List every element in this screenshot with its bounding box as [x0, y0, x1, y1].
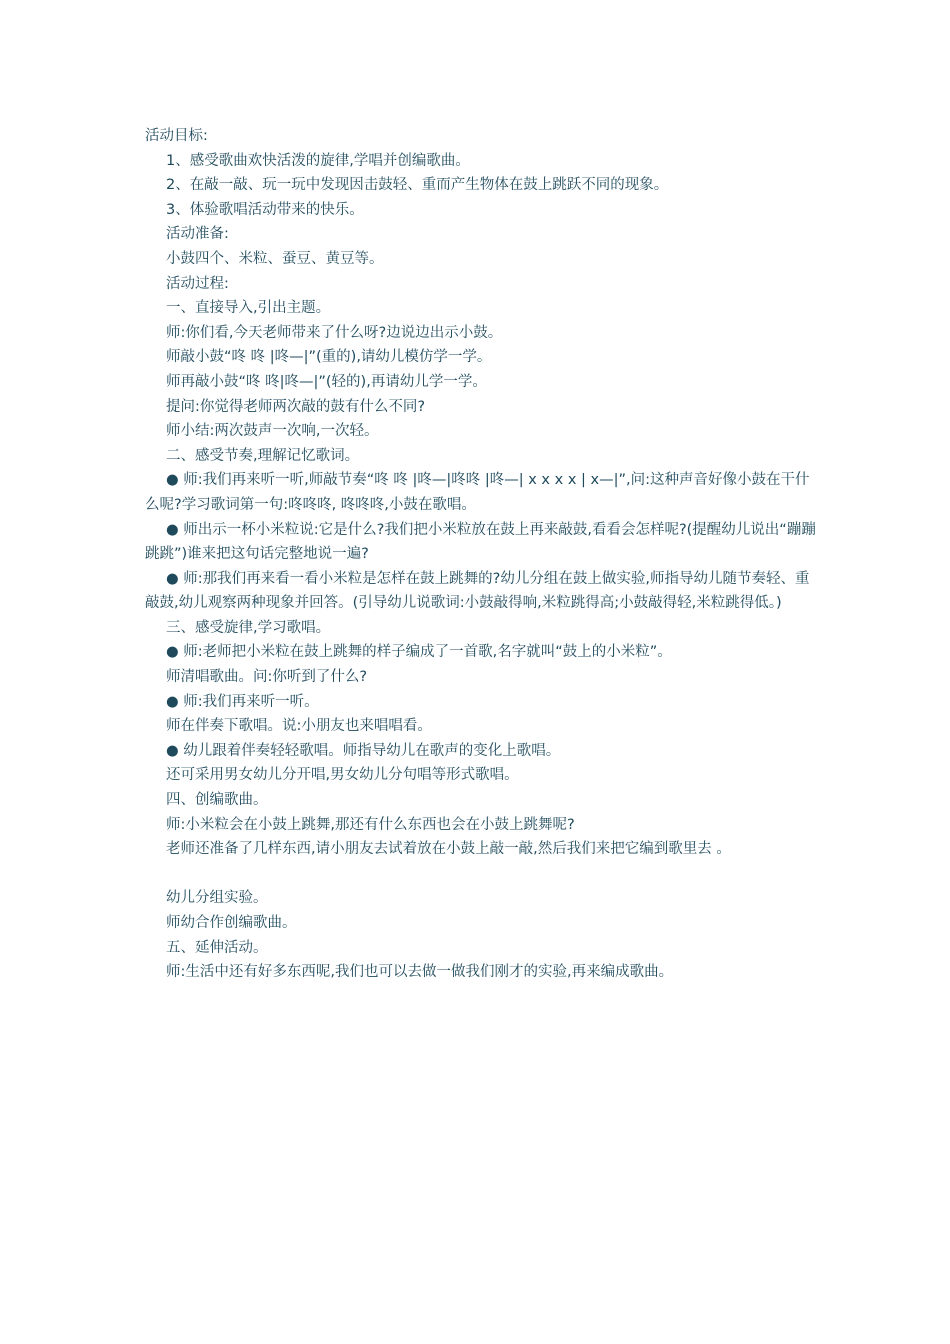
document-body — [145, 124, 820, 985]
document-paragraph: ● 师出示一杯小米粒说:它是什么?我们把小米粒放在鼓上再来敲鼓,看看会怎样呢?(提醒幼儿说出“蹦蹦跳跳”)谁来把这句话完整地说一遍? — [145, 521, 816, 563]
document-paragraph: 一、直接导入,引出主题。 — [166, 300, 331, 317]
document-paragraph: 提问:你觉得老师两次敲的鼓有什么不同? — [166, 398, 426, 415]
document-paragraph: 师:小米粒会在小鼓上跳舞,那还有什么东西也会在小鼓上跳舞呢? — [166, 816, 575, 833]
document-paragraph: 师再敲小鼓“咚 咚|咚—|”(轻的),再请幼儿学一学。 — [166, 373, 487, 390]
document-paragraph: 小鼓四个、米粒、蚕豆、黄豆等。 — [166, 250, 384, 267]
document-paragraph: 活动准备: — [166, 226, 229, 243]
document-paragraph: 活动过程: — [166, 275, 229, 292]
document-paragraph: ● 幼儿跟着伴奏轻轻歌唱。师指导幼儿在歌声的变化上歌唱。 — [166, 742, 561, 759]
document-paragraph: 师幼合作创编歌曲。 — [166, 915, 297, 931]
document-paragraph: 三、感受旋律,学习歌唱。 — [166, 619, 331, 636]
document-paragraph: 师:你们看,今天老师带来了什么呀?边说边出示小鼓。 — [166, 324, 503, 341]
document-paragraph: 幼儿分组实验。 — [166, 890, 268, 907]
document-paragraph — [145, 862, 820, 887]
document-paragraph: 还可采用男女幼儿分开唱,男女幼儿分句唱等形式歌唱。 — [166, 767, 519, 784]
document-paragraph: 1、感受歌曲欢快活泼的旋律,学唱并创编歌曲。 — [166, 152, 470, 169]
document-paragraph: ● 师:那我们再来看一看小米粒是怎样在鼓上跳舞的?幼儿分组在鼓上做实验,师指导幼儿随节奏轻、重敲鼓,幼儿观察两种现象并回答。(引导幼儿说歌词:小鼓敲得响,米粒跳得高;小鼓敲得轻,米粒跳得低。) — [145, 570, 810, 612]
document-paragraph: ● 师:老师把小米粒在鼓上跳舞的样子编成了一首歌,名字就叫“鼓上的小米粒”。 — [166, 644, 672, 661]
document-paragraph: ● 师:我们再来听一听,师敲节奏“咚 咚 |咚—|咚咚 |咚—| x x x x | x—|”,问:这种声音好像小鼓在干什么呢?学习歌词第一句:咚咚咚, 咚咚咚,小鼓在歌唱。 — [145, 472, 810, 513]
document-paragraph: 二、感受节奏,理解记忆歌词。 — [166, 447, 360, 464]
document-paragraph: 3、体验歌唱活动带来的快乐。 — [166, 201, 364, 218]
document-paragraph: 师小结:两次鼓声一次响,一次轻。 — [166, 423, 379, 440]
document-paragraph: 五、延伸活动。 — [166, 939, 268, 956]
document-paragraph: 师在伴奏下歌唱。说:小朋友也来唱唱看。 — [166, 718, 432, 735]
document-paragraph: 2、在敲一敲、玩一玩中发现因击鼓轻、重而产生物体在鼓上跳跃不同的现象。 — [166, 177, 669, 194]
document-paragraph: 师敲小鼓“咚 咚 |咚—|”(重的),请幼儿模仿学一学。 — [166, 349, 492, 366]
document-paragraph: ● 师:我们再来听一听。 — [166, 693, 319, 710]
document-paragraph: 四、创编歌曲。 — [166, 792, 268, 809]
document-paragraph: 活动目标: — [145, 128, 208, 144]
document-paragraph: 老师还准备了几样东西,请小朋友去试着放在小鼓上敲一敲,然后我们来把它编到歌里去 。 — [166, 841, 731, 858]
document-paragraph: 师清唱歌曲。问:你听到了什么? — [166, 669, 368, 686]
document-paragraph: 师:生活中还有好多东西呢,我们也可以去做一做我们刚才的实验,再来编成歌曲。 — [166, 964, 674, 981]
